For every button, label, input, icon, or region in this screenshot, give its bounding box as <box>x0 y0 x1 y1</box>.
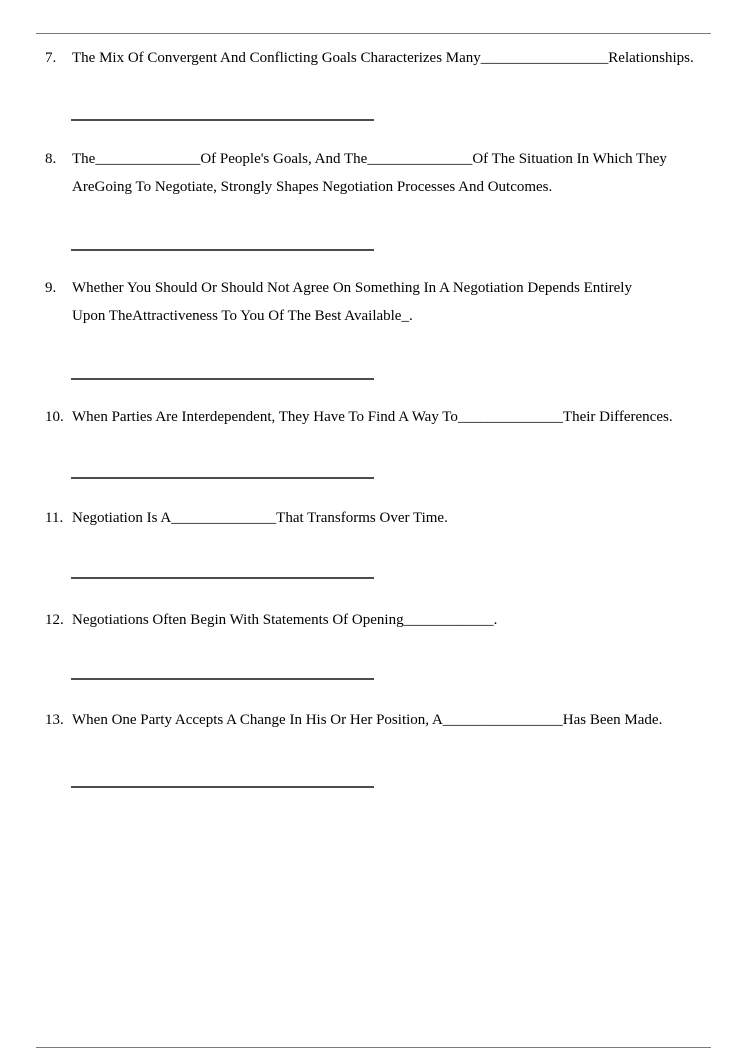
question-text-line: AreGoing To Negotiate, Strongly Shapes Negotiation Processes And Outcomes. <box>72 179 553 195</box>
question-number: 11. <box>45 510 64 526</box>
question-item-12 <box>0 606 746 634</box>
page-top-rule <box>36 33 711 34</box>
question-number: 10. <box>45 409 64 425</box>
answer-blank-line-8 <box>71 249 374 251</box>
question-item-9 <box>0 274 746 330</box>
question-number: 8. <box>45 151 57 167</box>
question-item-7 <box>0 44 746 72</box>
question-text-line: Negotiations Often Begin With Statements Of Opening____________. <box>72 612 498 628</box>
answer-blank-line-7 <box>71 119 374 121</box>
question-text-line: Negotiation Is A______________That Transforms Over Time. <box>72 510 448 526</box>
answer-blank-line-11 <box>71 577 374 579</box>
question-number: 9. <box>45 280 57 296</box>
question-number: 13. <box>45 712 64 728</box>
question-text-line: When Parties Are Interdependent, They Have To Find A Way To______________Their Differences. <box>72 409 673 425</box>
question-item-13 <box>0 706 746 734</box>
answer-blank-line-12 <box>71 678 374 680</box>
question-text-line: When One Party Accepts A Change In His Or Her Position, A________________Has Been Made. <box>72 712 663 728</box>
question-text-line: Upon TheAttractiveness To You Of The Best Available_. <box>72 308 413 324</box>
question-number: 12. <box>45 612 64 628</box>
question-item-10 <box>0 403 746 431</box>
question-text-line: Whether You Should Or Should Not Agree On Something In A Negotiation Depends Entirely <box>72 280 632 296</box>
page-bottom-rule <box>36 1047 711 1048</box>
question-item-8 <box>0 145 746 201</box>
question-text-line: The______________Of People's Goals, And The______________Of The Situation In Which They <box>72 151 667 167</box>
question-number: 7. <box>45 50 57 66</box>
answer-blank-line-10 <box>71 477 374 479</box>
question-item-11 <box>0 504 746 532</box>
answer-blank-line-9 <box>71 378 374 380</box>
question-text-line: The Mix Of Convergent And Conflicting Goals Characterizes Many_________________Relationships. <box>72 50 694 66</box>
answer-blank-line-13 <box>71 786 374 788</box>
